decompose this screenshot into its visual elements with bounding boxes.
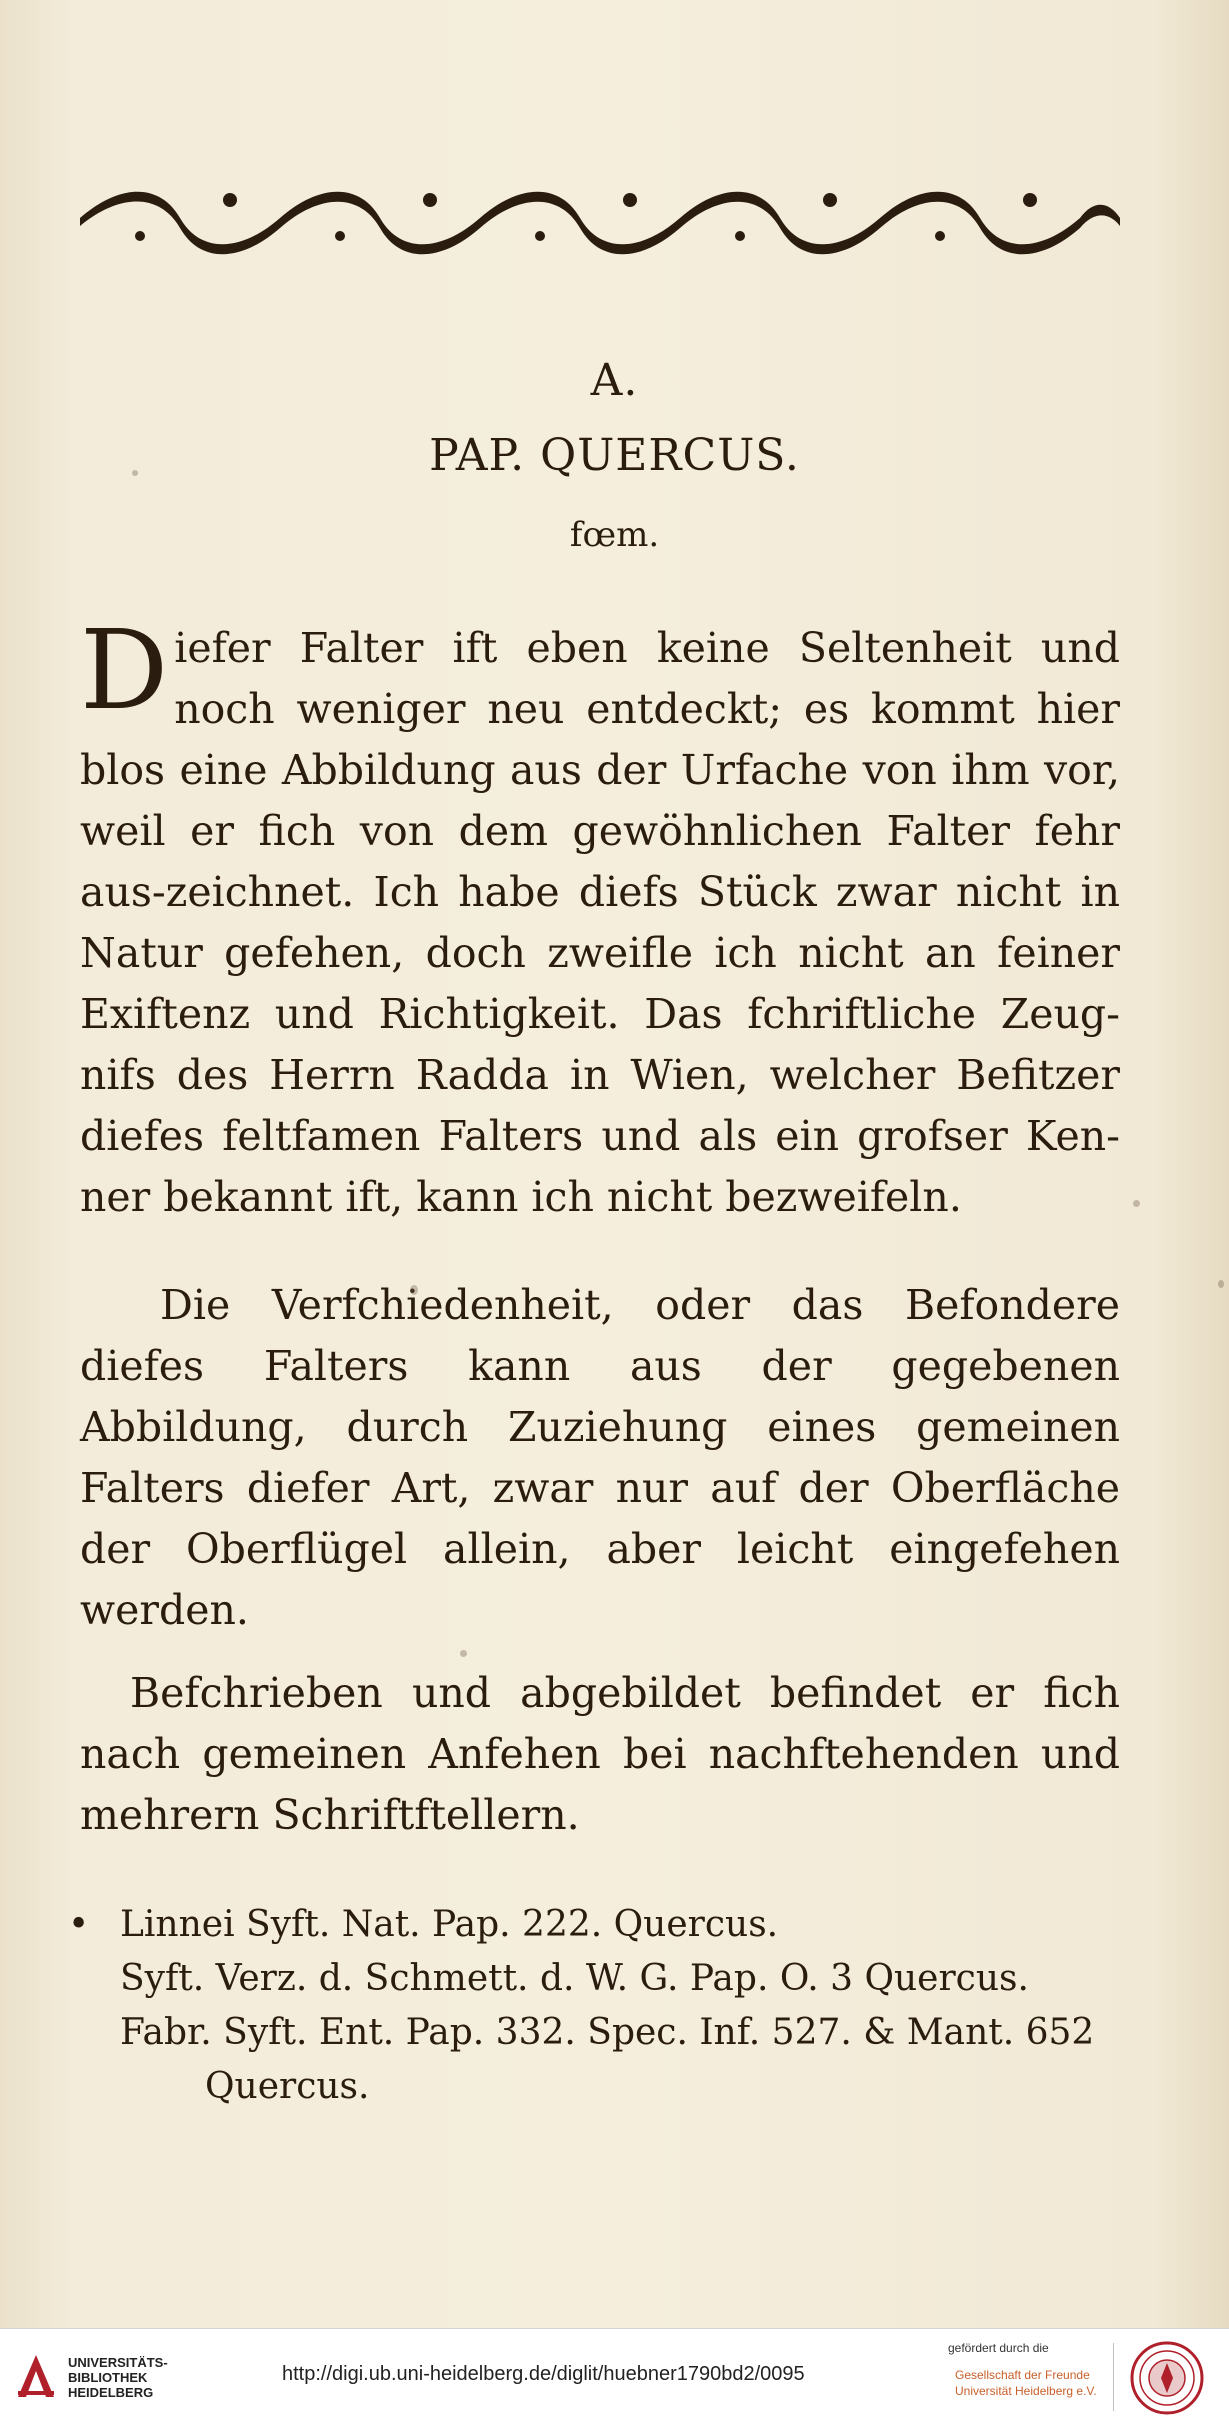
paragraph-2: Die Verfchiedenheit, oder das Befondere diefes Falters kann aus der gegebenen Abbildung, durch Zuziehung eines gemeinen Falters diefer Art, zwar nur auf der Oberfläche der Oberflügel allein, aber leicht eingefehen werden. [80, 1281, 1120, 1634]
university-seal-icon[interactable] [1130, 2341, 1204, 2415]
section-letter: A. [590, 355, 639, 406]
library-name[interactable]: UNIVERSITÄTS- BIBLIOTHEK HEIDELBERG [68, 2355, 168, 2400]
paper-speck [1218, 1280, 1224, 1288]
sponsor-name[interactable]: Gesellschaft der Freunde Universität Heidelberg e.V. [955, 2368, 1097, 2398]
paper-speck [132, 470, 138, 476]
page-title: PAP. QUERCUS. [429, 430, 800, 481]
paper-speck [1133, 1200, 1140, 1207]
reference-line: Fabr. Syft. Ent. Pap. 332. Spec. Inf. 527. & Mant. 652 [120, 2012, 1095, 2053]
sponsor-caption: gefördert durch die [948, 2341, 1049, 2355]
page-subtitle: fœm. [569, 515, 660, 555]
paragraph-1 [80, 606, 1120, 1228]
paper-speck [410, 1285, 418, 1295]
drop-cap: D [80, 606, 169, 734]
reference-line: Linnei Syft. Nat. Pap. 222. Quercus. [120, 1904, 779, 1945]
floral-ornament-icon [80, 178, 1120, 258]
reference-bullet: • [68, 1904, 90, 1945]
paper-speck [460, 1650, 467, 1657]
paragraph-1-text: iefer Falter ift eben keine Seltenheit und noch weniger neu entdeckt; es kommt hier blos eine Abbildung aus der Urfache von ihm vor, weil er fich von dem gewöhnlichen Falter fehr aus-zeichnet. Ich habe diefs Stück zwar nicht in Natur gefehen, doch zweifle ich nicht an feiner Exiftenz und Richtigkeit. Das fchriftliche Zeug-nifs des Herrn Radda in Wien, welcher Befitzer diefes feltfamen Falters und als ein grofser Ken-ner bekannt ift, kann ich nicht bezweifeln. [80, 624, 1120, 1221]
university-library-logo-icon[interactable] [14, 2351, 58, 2401]
permalink-url[interactable]: http://digi.ub.uni-heidelberg.de/diglit/huebner1790bd2/0095 [282, 2363, 805, 2385]
reference-list [120, 1898, 1130, 2114]
reference-line: Quercus. [205, 2066, 370, 2107]
footer-divider [1113, 2343, 1114, 2411]
viewer-footer [0, 2328, 1229, 2423]
paragraph-3: Befchrieben und abgebildet befindet er fich nach gemeinen Anfehen bei nachftehenden und mehrern Schriftftellern. [80, 1669, 1120, 1839]
reference-line: Syft. Verz. d. Schmett. d. W. G. Pap. O. 3 Quercus. [120, 1958, 1029, 1999]
